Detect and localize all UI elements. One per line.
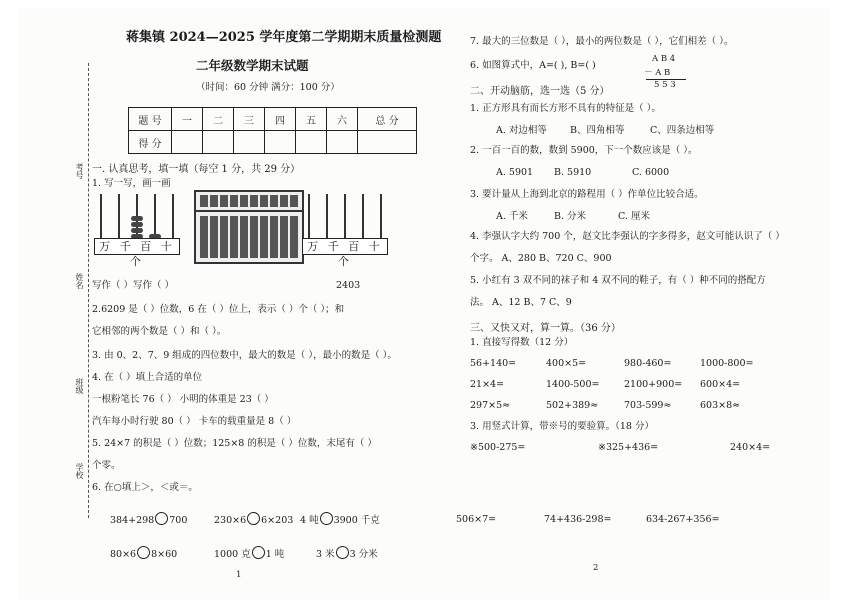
score-cell: 题 号 (129, 108, 172, 131)
vertical-calc-line2: － A B (644, 68, 671, 78)
question-5a: 5. 24×7 的积是（ ）位数；125×8 的积是（ ）位数，末尾有（ ） (92, 438, 377, 449)
compare-item: 3 米 3 分米 (316, 546, 378, 561)
section-2-heading: 二、开动脑筋，选一选（5 分） (470, 86, 610, 97)
score-table-header-row (129, 108, 417, 131)
page-number: 1 (236, 570, 242, 580)
side-label-class: 班级 (75, 378, 84, 394)
question-4: 4. 在（ ）填上合适的单位 (92, 372, 203, 383)
choice-1-option-c[interactable]: C、四条边相等 (650, 125, 715, 136)
vertical-calc-line3: 5 5 3 (654, 80, 676, 90)
choice-5b: 法。 A、12 B、7 C、9 (470, 297, 572, 308)
choice-2-option-b[interactable]: B. 5910 (554, 167, 592, 178)
question-1: 1. 写一写，画一画 (92, 178, 171, 189)
question-2a: 2.6209 是（ ）位数，6 在（ ）位上，表示（ ）个（ ）；和 (92, 304, 345, 315)
score-table-score-row (129, 131, 417, 154)
calc-item: 1400-500= (546, 379, 600, 390)
choice-4b: 个字。 A、280 B、720 C、900 (470, 253, 612, 264)
binding-line (88, 63, 89, 518)
exam-meta: （时间：60 分钟 满分：100 分） (196, 82, 340, 93)
vertical-calc-item: 506×7= (456, 514, 497, 525)
question-4b: 汽车每小时行驶 80（ ） 卡车的载重量是 8（ ） (92, 416, 297, 427)
score-blank[interactable] (172, 131, 203, 154)
side-label-school: 学校 (75, 463, 84, 479)
score-blank[interactable] (327, 131, 358, 154)
compare-circle[interactable] (137, 546, 150, 559)
score-cell: 得 分 (129, 131, 172, 154)
page-number: 2 (593, 563, 599, 573)
score-cell: 三 (234, 108, 265, 131)
direct-answer-heading: 1. 直接写得数（12 分） (470, 337, 574, 348)
vertical-calc-heading: 3. 用竖式计算，带※号的要验算。（18 分） (470, 421, 654, 432)
compare-item: 1000 克 1 吨 (214, 546, 284, 561)
question-7: 7. 最大的三位数是（ ），最小的两位数是（ ），它们相差（ ）。 (470, 36, 734, 47)
write-number: 2403 (336, 280, 361, 291)
choice-1-option-b[interactable]: B、四角相等 (570, 125, 625, 136)
calc-item: 1000-800= (700, 358, 754, 369)
compare-item: 384+298 700 (110, 512, 187, 527)
question-2b: 它相邻的两个数是（ ）和（ ）。 (92, 326, 227, 337)
score-cell: 六 (327, 108, 358, 131)
side-label-name: 姓名 (75, 273, 84, 289)
compare-item: 4 吨 3900 千克 (300, 512, 380, 527)
abacus-left (96, 194, 180, 268)
vertical-calc-item: ※325+436= (598, 442, 659, 453)
compare-circle[interactable] (155, 512, 168, 525)
side-label-exam-no: 考号 (75, 163, 84, 179)
calc-item: 297×5≈ (470, 400, 511, 411)
write-blanks: 写作（ ）写作（ ） (92, 280, 175, 291)
abacus-frame (194, 190, 304, 264)
calc-item: 21×4= (470, 379, 505, 390)
score-blank[interactable] (234, 131, 265, 154)
score-blank[interactable] (296, 131, 327, 154)
compare-circle[interactable] (247, 512, 260, 525)
vertical-calc-item: 240×4= (730, 442, 771, 453)
choice-3: 3. 要计量从上海到北京的路程用（ ）作单位比较合适。 (470, 189, 704, 200)
compare-item: 230×6 6×203 (214, 512, 293, 527)
abacus-right (304, 194, 388, 268)
question-5b: 个零。 (92, 460, 121, 471)
vertical-calc-item: 74+436-298= (544, 514, 612, 525)
score-cell: 一 (172, 108, 203, 131)
choice-2-option-c[interactable]: C. 6000 (632, 167, 670, 178)
compare-circle[interactable] (320, 512, 333, 525)
score-blank[interactable] (358, 131, 417, 154)
calc-item: 502+389≈ (546, 400, 599, 411)
calc-item: 980-460= (624, 358, 672, 369)
calc-item: 2100+900= (624, 379, 683, 390)
calc-item: 400×5= (546, 358, 587, 369)
choice-3-option-b[interactable]: B. 分米 (554, 211, 587, 222)
calc-item: 600×4= (700, 379, 741, 390)
choice-3-option-c[interactable]: C. 厘米 (618, 211, 650, 222)
compare-circle[interactable] (252, 546, 265, 559)
choice-5a: 5. 小红有 3 双不同的袜子和 4 双不同的鞋子，有（ ）种不同的搭配方 (470, 275, 766, 286)
choice-2-option-a[interactable]: A. 5901 (496, 167, 534, 178)
compare-circle[interactable] (336, 546, 349, 559)
score-cell: 四 (265, 108, 296, 131)
score-blank[interactable] (203, 131, 234, 154)
vertical-calc-item: 634-267+356= (646, 514, 720, 525)
abacus-label: 万 千 百 十 个 (94, 238, 180, 255)
choice-1: 1. 正方形具有而长方形不具有的特征是（ ）。 (470, 103, 661, 114)
choice-4a: 4. 李强认字大约 700 个，赵文比李强认的字多得多，赵文可能认识了（ ） (470, 231, 785, 242)
score-table (128, 107, 417, 154)
calc-item: 603×8≈ (700, 400, 741, 411)
calc-item: 56+140= (470, 358, 517, 369)
score-cell: 总 分 (358, 108, 417, 131)
compare-item: 80×6 8×60 (110, 546, 177, 561)
score-cell: 五 (296, 108, 327, 131)
choice-1-option-a[interactable]: A. 对边相等 (496, 125, 547, 136)
section-1-heading: 一. 认真思考，填一填（每空 1 分，共 29 分） (92, 164, 301, 175)
score-cell: 二 (203, 108, 234, 131)
abacus-label: 万 千 百 十 个 (302, 238, 388, 255)
choice-2: 2. 一百一百的数，数到 5900，下一个数应该是（ ）。 (470, 145, 698, 156)
question-4a: 一根粉笔长 76（ ） 小明的体重是 23（ ） (92, 394, 274, 405)
question-3: 3. 由 0、2、7、9 组成的四位数中，最大的数是（ ），最小的数是（ ）。 (92, 350, 397, 361)
score-blank[interactable] (265, 131, 296, 154)
exam-subtitle: 二年级数学期末试题 (196, 58, 309, 73)
question-6: 6. 在○填上＞，＜或＝。 (92, 482, 198, 493)
choice-3-option-a[interactable]: A. 千米 (496, 211, 528, 222)
exam-title: 蒋集镇 2024—2025 学年度第二学期期末质量检测题 (126, 30, 442, 45)
vertical-calc-item: ※500-275= (470, 442, 526, 453)
section-3-heading: 三、又快又对，算一算。（36 分） (470, 323, 621, 334)
vertical-calc-line1: A B 4 (652, 54, 676, 64)
exam-sheet (18, 8, 830, 600)
question-8: 6. 如图算式中，A=( ), B=( ) (470, 60, 596, 71)
calc-item: 703-599≈ (624, 400, 672, 411)
